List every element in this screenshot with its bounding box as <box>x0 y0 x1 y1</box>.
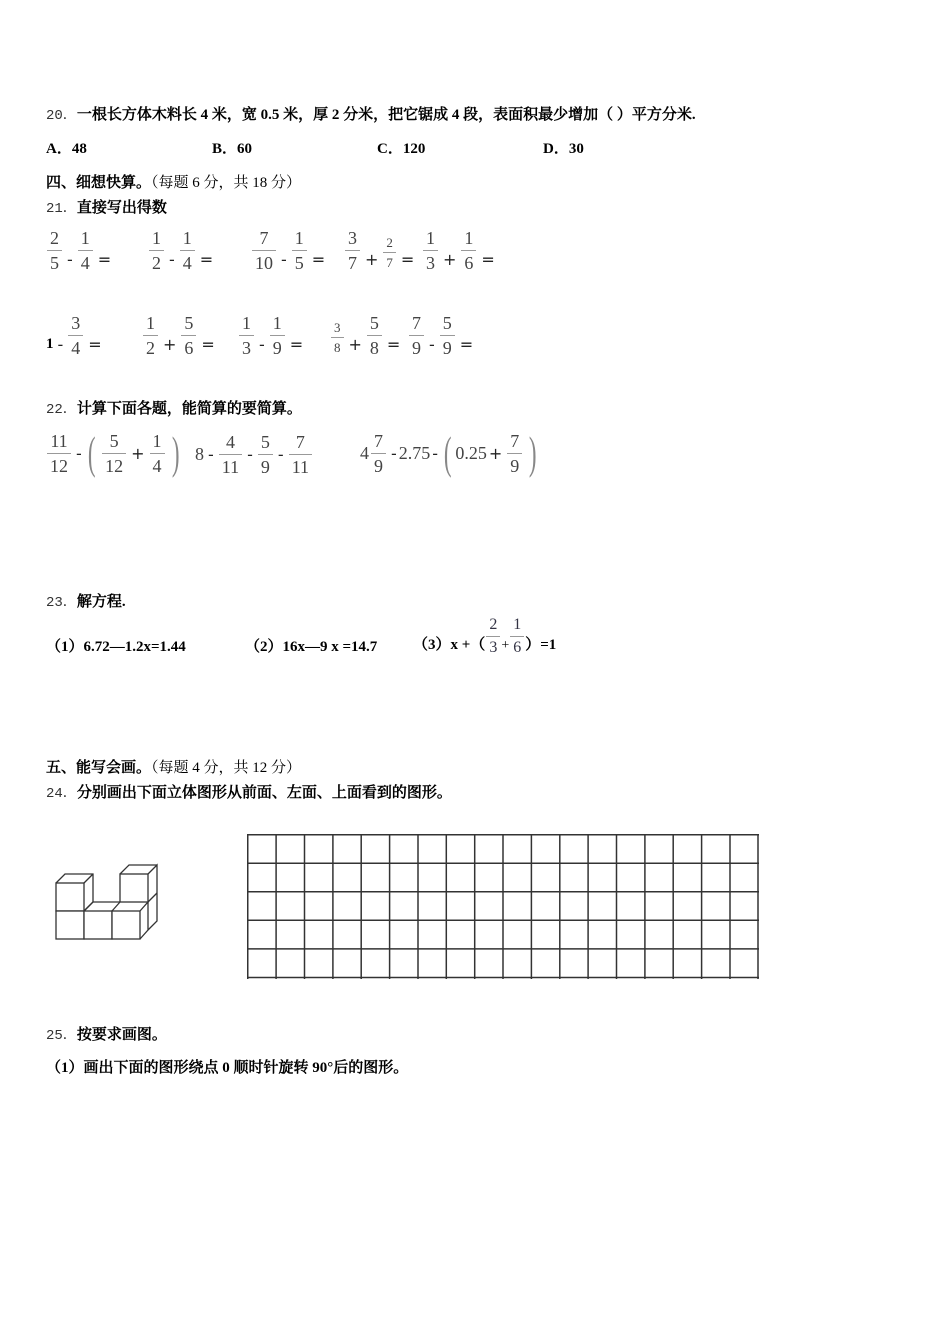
expression-21-4: $\frac{3}{7}$ + $\frac{2}{7}$ = <box>342 228 416 273</box>
expression-22-2: 8 - $\frac{4}{11}$ - $\frac{5}{9}$ - $\frac{7}{11}$ <box>195 432 315 477</box>
equation-2: （2）16x—9 x =14.7 <box>245 639 378 655</box>
question-text: 解方程. <box>76 594 126 610</box>
question-number: 24． <box>46 786 77 802</box>
option-value: 120 <box>402 141 426 157</box>
section-5-heading <box>46 756 301 777</box>
equation-1: （1）6.72—1.2x=1.44 <box>46 639 186 655</box>
equation-3: （3）x +（ $\frac{2}{3}$ + $\frac{1}{6}$ ）=1 <box>413 616 557 656</box>
expression-22-3: 4 $\frac{7}{9}$ - 2.75 - ( 0.25 + $\frac{7}{9}$ ) <box>360 427 537 478</box>
option-label: D． <box>543 141 569 157</box>
question-number: 23． <box>46 595 77 611</box>
expression-21-3: $\frac{7}{10}$ - $\frac{1}{5}$ = <box>249 228 327 273</box>
option-a[interactable] <box>46 137 87 158</box>
section-score: （每题 6 分，共 18 分） <box>151 175 302 191</box>
section-title: 四、细想快算。 <box>46 175 152 191</box>
question-25-sub-1: （1）画出下面的图形绕点 0 顺时针旋转 90°后的图形。 <box>46 1060 409 1076</box>
section-title: 五、能写会画。 <box>46 760 152 776</box>
question-text: 按要求画图。 <box>76 1027 167 1043</box>
option-value: 48 <box>71 141 87 157</box>
option-value: 60 <box>237 141 253 157</box>
question-text: 计算下面各题，能简算的要简算。 <box>76 401 302 417</box>
question-text: 分别画出下面立体图形从前面、左面、上面看到的图形。 <box>76 785 452 801</box>
question-21 <box>46 196 167 217</box>
section-score: （每题 4 分，共 12 分） <box>151 760 302 776</box>
cube-figure <box>50 855 165 945</box>
expression-21-2: $\frac{1}{2}$ - $\frac{1}{4}$ = <box>146 228 215 273</box>
expression-22-1: $\frac{11}{12}$ - ( $\frac{5}{12}$ + $\frac{1}{4}$ ) <box>44 430 183 476</box>
section-4-heading <box>46 171 301 192</box>
question-number: 20． <box>46 108 77 124</box>
question-24 <box>46 781 452 802</box>
expression-21-9: $\frac{3}{8}$ + $\frac{5}{8}$ = <box>328 313 402 358</box>
option-value: 30 <box>568 141 584 157</box>
question-number: 22． <box>46 402 77 418</box>
question-20 <box>46 103 696 124</box>
question-25 <box>46 1023 167 1044</box>
option-c[interactable] <box>377 137 425 158</box>
question-number: 21． <box>46 201 77 217</box>
expression-21-5: $\frac{1}{3}$ + $\frac{1}{6}$ = <box>420 228 497 273</box>
option-d[interactable] <box>543 137 584 158</box>
option-b[interactable] <box>212 137 252 158</box>
question-number: 25． <box>46 1028 77 1044</box>
drawing-grid[interactable] <box>247 834 758 978</box>
question-23 <box>46 590 126 611</box>
question-text: 一根长方体木料长 4 米，宽 0.5 米，厚 2 分米，把它锯成 4 段，表面积最少增加（ ）平方分米. <box>76 107 696 123</box>
question-text: 直接写出得数 <box>76 200 167 216</box>
expression-21-10: $\frac{7}{9}$ - $\frac{5}{9}$ = <box>406 313 475 358</box>
option-label: A． <box>46 141 72 157</box>
option-label: B． <box>212 141 238 157</box>
question-22 <box>46 397 302 418</box>
expression-21-6: 1 - $\frac{3}{4}$ = <box>46 313 102 358</box>
option-label: C． <box>377 141 403 157</box>
expression-21-1: $\frac{2}{5}$ - $\frac{1}{4}$ = <box>44 228 113 273</box>
grid-lines <box>247 834 759 979</box>
expression-21-8: $\frac{1}{3}$ - $\frac{1}{9}$ = <box>236 313 305 358</box>
expression-21-7: $\frac{1}{2}$ + $\frac{5}{6}$ = <box>140 313 217 358</box>
